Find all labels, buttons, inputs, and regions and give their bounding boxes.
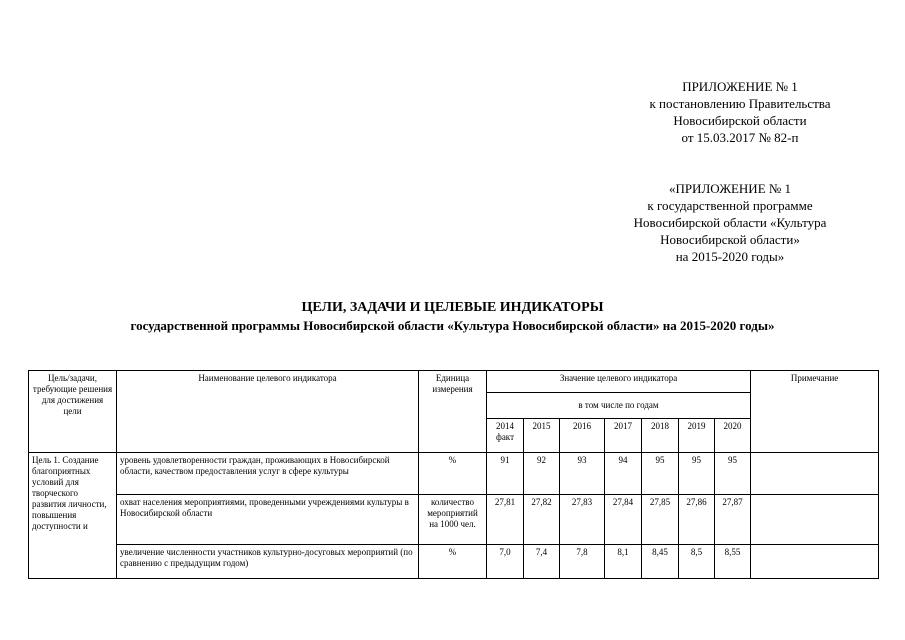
value-cell: 94	[605, 453, 642, 495]
value-cell: 8,45	[642, 545, 679, 579]
header-goal: Цель/задачи, требующие решения для достижения цели	[29, 371, 117, 453]
appendix-1-line: ПРИЛОЖЕНИЕ № 1	[682, 79, 798, 94]
appendix-2-line: Новосибирской области «Культура	[633, 215, 827, 230]
appendix-2-line: Новосибирской области»	[660, 232, 800, 247]
indicators-table	[28, 370, 879, 579]
note-cell	[751, 495, 879, 545]
appendix-1-header	[610, 78, 870, 146]
value-cell: 92	[524, 453, 560, 495]
header-year: 2017	[605, 419, 642, 453]
value-cell: 27,83	[560, 495, 605, 545]
note-cell	[751, 453, 879, 495]
value-cell: 8,5	[679, 545, 715, 579]
header-year: 2015	[524, 419, 560, 453]
header-note: Примечание	[751, 371, 879, 453]
header-year: 2020	[715, 419, 751, 453]
header-year: 2016	[560, 419, 605, 453]
unit-cell: %	[419, 545, 487, 579]
value-cell: 93	[560, 453, 605, 495]
value-cell: 95	[679, 453, 715, 495]
value-cell: 8,1	[605, 545, 642, 579]
header-year: 2018	[642, 419, 679, 453]
value-cell: 91	[487, 453, 524, 495]
appendix-1-line: от 15.03.2017 № 82-п	[681, 130, 799, 145]
goal-cell: Цель 1. Создание благоприятных условий для творческого развития личности, повышения доступности и	[29, 453, 117, 579]
table-row	[29, 545, 879, 579]
unit-cell: количество мероприятий на 1000 чел.	[419, 495, 487, 545]
header-indicator: Наименование целевого индикатора	[117, 371, 419, 453]
header-unit: Единица измерения	[419, 371, 487, 453]
value-cell: 95	[642, 453, 679, 495]
value-cell: 27,81	[487, 495, 524, 545]
value-cell: 27,87	[715, 495, 751, 545]
value-cell: 8,55	[715, 545, 751, 579]
header-year: 2019	[679, 419, 715, 453]
note-cell	[751, 545, 879, 579]
appendix-1-line: Новосибирской области	[673, 113, 807, 128]
value-cell: 27,85	[642, 495, 679, 545]
value-cell: 27,84	[605, 495, 642, 545]
value-cell: 95	[715, 453, 751, 495]
appendix-2-line: «ПРИЛОЖЕНИЕ № 1	[668, 181, 792, 196]
document-subtitle: государственной программы Новосибирской области «Культура Новосибирской области» на 2015-2020 годы»	[130, 318, 775, 333]
unit-cell: %	[419, 453, 487, 495]
header-by-year: в том числе по годам	[487, 393, 751, 419]
table-row	[29, 495, 879, 545]
appendix-2-line: к государственной программе	[647, 198, 813, 213]
indicator-cell: уровень удовлетворенности граждан, проживающих в Новосибирской области, качеством предоставления услуг в сфере культуры	[117, 453, 419, 495]
value-cell: 27,82	[524, 495, 560, 545]
document-title: ЦЕЛИ, ЗАДАЧИ И ЦЕЛЕВЫЕ ИНДИКАТОРЫ	[301, 300, 604, 315]
appendix-2-header	[600, 180, 860, 265]
table-row	[29, 453, 879, 495]
appendix-2-line: на 2015-2020 годы»	[675, 249, 785, 264]
value-cell: 7,8	[560, 545, 605, 579]
appendix-1-line: к постановлению Правительства	[649, 96, 831, 111]
value-cell: 7,4	[524, 545, 560, 579]
header-year: 2014 факт	[487, 419, 524, 453]
value-cell: 27,86	[679, 495, 715, 545]
value-cell: 7,0	[487, 545, 524, 579]
indicator-cell: увеличение численности участников культурно-досуговых мероприятий (по сравнению с предыдущим годом)	[117, 545, 419, 579]
header-value: Значение целевого индикатора	[487, 371, 751, 393]
indicator-cell: охват населения мероприятиями, проведенными учреждениями культуры в Новосибирской области	[117, 495, 419, 545]
